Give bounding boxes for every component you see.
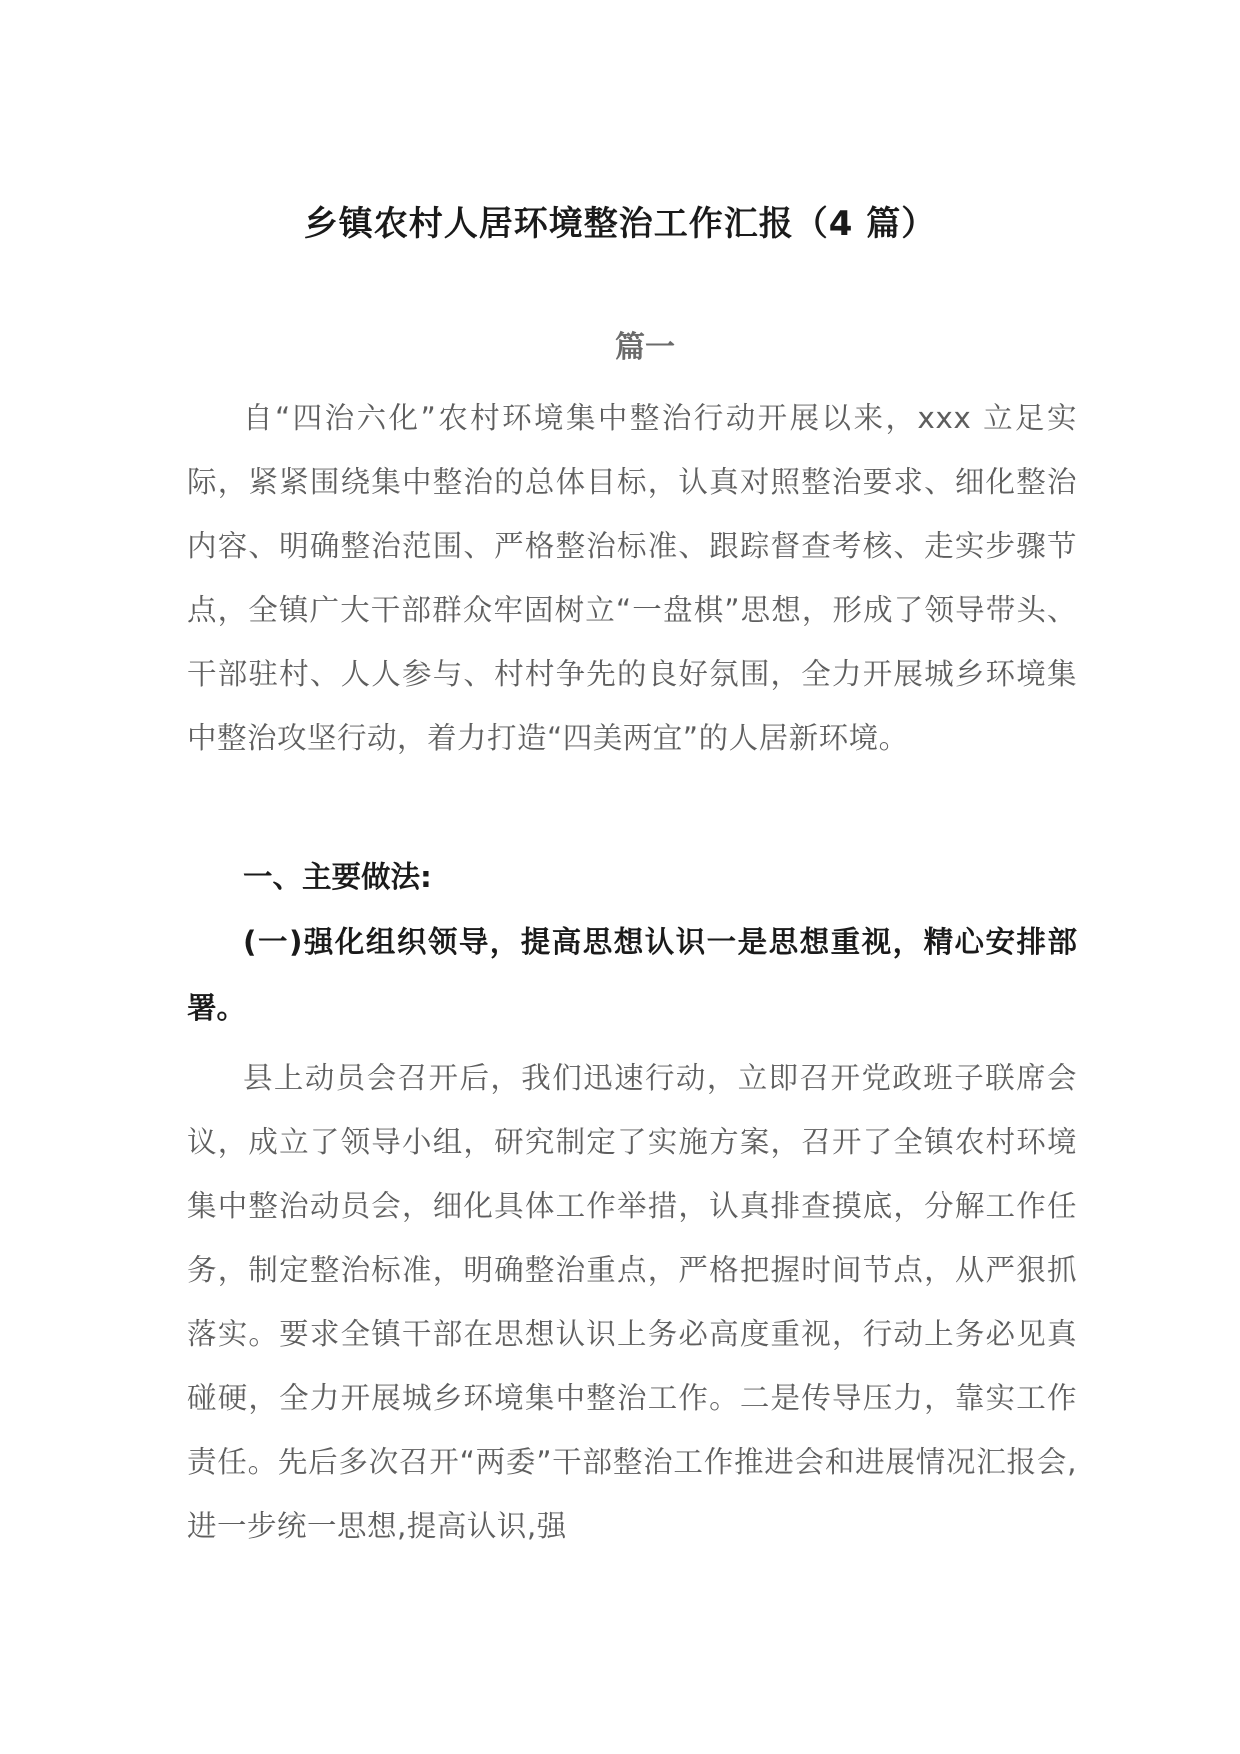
subheading-organization: (一)强化组织领导，提高思想认识一是思想重视，精心安排部署。: [187, 925, 1077, 1025]
body-paragraph-1: 自“四治六化”农村环境集中整治行动开展以来，xxx 立足实际，紧紧围绕集中整治的总体目标，认真对照整治要求、细化整治内容、明确整治范围、严格整治标准、跟踪督查考核、走实步骤节点，全镇广大干部群众牢固树立“一盘棋”思想，形成了领导带头、干部驻村、人人参与、村村争先的良好氛围，全力开展城乡环境集中整治攻坚行动，着力打造“四美两宜”的人居新环境。: [187, 401, 1077, 755]
section-heading: 篇一: [615, 330, 675, 365]
document-title: 乡镇农村人居环境整治工作汇报（4 篇）: [303, 204, 937, 244]
body-paragraph-2: 县上动员会召开后，我们迅速行动，立即召开党政班子联席会议，成立了领导小组，研究制定了实施方案，召开了全镇农村环境集中整治动员会，细化具体工作举措，认真排查摸底，分解工作任务，制定整治标准，明确整治重点，严格把握时间节点，从严狠抓落实。要求全镇干部在思想认识上务必高度重视，行动上务必见真碰硬，全力开展城乡环境集中整治工作。二是传导压力，靠实工作责任。先后多次召开“两委”干部整治工作推进会和进展情况汇报会,进一步统一思想,提高认识,强: [187, 1061, 1077, 1543]
heading-main-practices: 一、主要做法:: [243, 860, 432, 894]
